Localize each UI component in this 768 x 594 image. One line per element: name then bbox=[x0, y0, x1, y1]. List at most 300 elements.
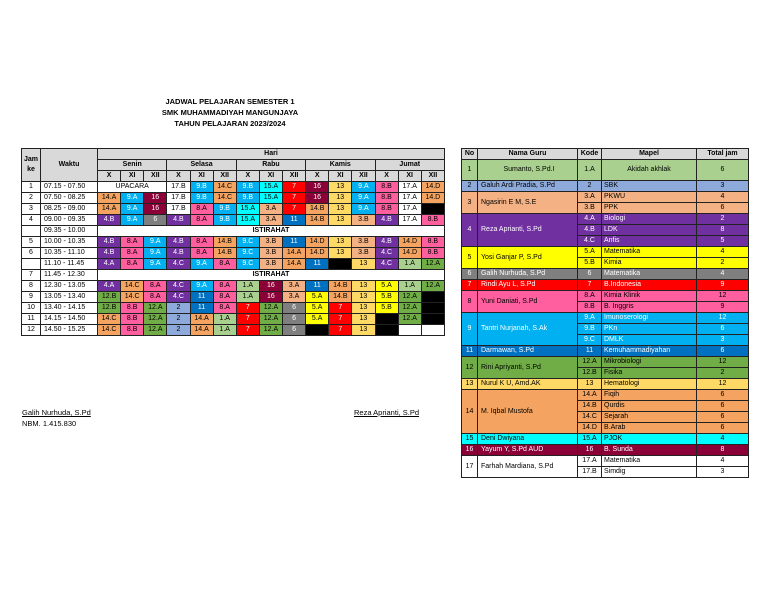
schedule-cell: 13 bbox=[352, 314, 375, 325]
schedule-cell: 12.B bbox=[98, 292, 121, 303]
grade-header: XI bbox=[190, 171, 213, 182]
subject-total-hours: 6 bbox=[697, 423, 749, 434]
subject-name: PKn bbox=[602, 324, 697, 335]
subject-code: 14.A bbox=[578, 390, 602, 401]
schedule-cell: 7 bbox=[236, 303, 259, 314]
schedule-cell: 7 bbox=[329, 314, 352, 325]
schedule-cell: 4.B bbox=[167, 215, 190, 226]
subject-total-hours: 2 bbox=[697, 368, 749, 379]
subject-name: Kimia Klinik bbox=[602, 291, 697, 302]
schedule-cell: 4.C bbox=[167, 259, 190, 270]
schedule-cell: 11 bbox=[190, 303, 213, 314]
grade-header: XII bbox=[421, 171, 444, 182]
schedule-cell: 3.B bbox=[352, 237, 375, 248]
subject-total-hours: 3 bbox=[697, 335, 749, 346]
schedule-cell: 9.A bbox=[352, 193, 375, 204]
schedule-cell: 9.B bbox=[190, 193, 213, 204]
teacher-row bbox=[462, 192, 749, 203]
schedule-cell: 17.A bbox=[398, 204, 421, 215]
subject-total-hours: 5 bbox=[697, 236, 749, 247]
schedule-cell: 9.C bbox=[236, 237, 259, 248]
schedule-cell: 8.B bbox=[421, 215, 444, 226]
subject-name: Imunoserologi bbox=[602, 313, 697, 324]
schedule-cell: 8.A bbox=[213, 259, 236, 270]
subject-name: PPK bbox=[602, 203, 697, 214]
schedule-cell: 8.A bbox=[144, 281, 167, 292]
teacher-no: 1 bbox=[462, 160, 478, 181]
subject-code: 14.D bbox=[578, 423, 602, 434]
teacher-no: 4 bbox=[462, 214, 478, 247]
jam-cell: 4 bbox=[22, 215, 41, 226]
teacher-no: 3 bbox=[462, 192, 478, 214]
teacher-row bbox=[462, 445, 749, 456]
col-hari-header: Hari bbox=[98, 149, 445, 160]
schedule-cell: 8.A bbox=[121, 248, 144, 259]
grade-header: XII bbox=[213, 171, 236, 182]
teacher-name: Yosi Ganjar P, S.Pd bbox=[478, 247, 578, 269]
schedule-cell: 9.A bbox=[190, 259, 213, 270]
grade-header: XI bbox=[259, 171, 282, 182]
schedule-cell: 5.A bbox=[306, 303, 329, 314]
schedule-cell: 8.A bbox=[190, 237, 213, 248]
teacher-row bbox=[462, 280, 749, 291]
subject-total-hours: 12 bbox=[697, 291, 749, 302]
schedule-cell: 14.C bbox=[98, 325, 121, 336]
left-signature bbox=[22, 407, 91, 429]
schedule-cell: 12.A bbox=[398, 292, 421, 303]
right-signature bbox=[354, 407, 419, 418]
schedule-cell bbox=[421, 303, 444, 314]
schedule-cell: 4.B bbox=[167, 248, 190, 259]
waktu-cell: 13.40 - 14.15 bbox=[41, 303, 98, 314]
subject-name: Kimia bbox=[602, 258, 697, 269]
subject-name: Simdig bbox=[602, 467, 697, 478]
schedule-cell: 1.A bbox=[398, 281, 421, 292]
subject-name: LDK bbox=[602, 225, 697, 236]
subject-name: Sejarah bbox=[602, 412, 697, 423]
jam-cell: 7 bbox=[22, 270, 41, 281]
subject-total-hours: 8 bbox=[697, 445, 749, 456]
schedule-cell: 1.A bbox=[213, 325, 236, 336]
subject-name: B.Indonesia bbox=[602, 280, 697, 291]
schedule-cell: 11 bbox=[283, 215, 306, 226]
schedule-cell: 13 bbox=[329, 248, 352, 259]
teacher-no: 14 bbox=[462, 390, 478, 434]
schedule-cell: 14.A bbox=[190, 325, 213, 336]
subject-total-hours: 6 bbox=[697, 412, 749, 423]
teacher-name: Nurul K U, Amd.AK bbox=[478, 379, 578, 390]
schedule-cell: 1.A bbox=[213, 314, 236, 325]
schedule-cell: 15.A bbox=[259, 182, 282, 193]
schedule-row bbox=[22, 193, 445, 204]
schedule-cell: 16 bbox=[259, 281, 282, 292]
schedule-cell: 2 bbox=[167, 303, 190, 314]
schedule-cell: 8.B bbox=[121, 303, 144, 314]
teacher-name: Galih Nurhuda, S.Pd bbox=[478, 269, 578, 280]
teacher-name: Deni Dwiyana bbox=[478, 434, 578, 445]
schedule-cell: 5.B bbox=[375, 292, 398, 303]
subject-code: 4.B bbox=[578, 225, 602, 236]
schedule-cell: 1.A bbox=[398, 259, 421, 270]
schedule-row bbox=[22, 303, 445, 314]
schedule-table bbox=[21, 148, 445, 336]
teacher-row bbox=[462, 357, 749, 368]
schedule-cell: 12.B bbox=[98, 303, 121, 314]
schedule-cell: 7 bbox=[329, 303, 352, 314]
teacher-name: Rini Apriyanti, S.Pd bbox=[478, 357, 578, 379]
day-header: Jumat bbox=[375, 160, 444, 171]
schedule-cell: 5.A bbox=[375, 281, 398, 292]
schedule-cell: 4.B bbox=[98, 237, 121, 248]
schedule-cell: 9.C bbox=[236, 259, 259, 270]
subject-code: 8.A bbox=[578, 291, 602, 302]
schedule-cell: 15.A bbox=[259, 193, 282, 204]
schedule-cell: 14.A bbox=[283, 259, 306, 270]
teacher-row bbox=[462, 291, 749, 302]
schedule-cell: 14.B bbox=[213, 248, 236, 259]
schedule-cell: 14.A bbox=[283, 248, 306, 259]
schedule-cell bbox=[421, 314, 444, 325]
teacher-name: Yayum Y, S.Pd AUD bbox=[478, 445, 578, 456]
schedule-cell: 14.A bbox=[190, 314, 213, 325]
schedule-cell: 5.A bbox=[306, 314, 329, 325]
jam-cell: 11 bbox=[22, 314, 41, 325]
schedule-cell: 7 bbox=[283, 204, 306, 215]
schedule-cell: 4.C bbox=[167, 281, 190, 292]
grade-header: XI bbox=[329, 171, 352, 182]
day-header: Kamis bbox=[306, 160, 375, 171]
subject-code: 9.B bbox=[578, 324, 602, 335]
schedule-cell: 4.B bbox=[375, 215, 398, 226]
schedule-cell: 14.D bbox=[306, 248, 329, 259]
teacher-no: 5 bbox=[462, 247, 478, 269]
schedule-cell: 11 bbox=[190, 292, 213, 303]
day-header: Selasa bbox=[167, 160, 236, 171]
schedule-cell: 13 bbox=[352, 303, 375, 314]
schedule-cell: 8.B bbox=[375, 204, 398, 215]
subject-name: Fisika bbox=[602, 368, 697, 379]
col-jam-header: Jam ke bbox=[22, 149, 41, 182]
schedule-cell: 11 bbox=[306, 259, 329, 270]
schedule-cell: 12.A bbox=[398, 314, 421, 325]
teacher-name: Rindi Ayu L, S.Pd bbox=[478, 280, 578, 291]
schedule-cell: 9.A bbox=[144, 237, 167, 248]
subject-name: Fiqih bbox=[602, 390, 697, 401]
schedule-cell: 5.A bbox=[306, 292, 329, 303]
grade-header: XI bbox=[398, 171, 421, 182]
schedule-cell bbox=[421, 325, 444, 336]
subject-code: 5.B bbox=[578, 258, 602, 269]
schedule-row bbox=[22, 215, 445, 226]
subject-total-hours: 4 bbox=[697, 456, 749, 467]
subject-code: 4.A bbox=[578, 214, 602, 225]
schedule-cell: 7 bbox=[236, 325, 259, 336]
teacher-name: Yuni Daniati, S.Pd bbox=[478, 291, 578, 313]
schedule-cell: 14.C bbox=[213, 193, 236, 204]
schedule-cell: 13 bbox=[329, 182, 352, 193]
schedule-cell: 13 bbox=[352, 259, 375, 270]
jam-cell: 1 bbox=[22, 182, 41, 193]
schedule-cell: 4.B bbox=[98, 248, 121, 259]
teacher-row bbox=[462, 434, 749, 445]
schedule-cell bbox=[398, 325, 421, 336]
schedule-cell: 4.C bbox=[167, 292, 190, 303]
schedule-row bbox=[22, 226, 445, 237]
right-signer-name: Reza Aprianti, S.Pd bbox=[354, 408, 420, 417]
schedule-row bbox=[22, 292, 445, 303]
schedule-cell bbox=[306, 325, 329, 336]
schedule-row bbox=[22, 325, 445, 336]
subject-code: 3.B bbox=[578, 203, 602, 214]
schedule-cell: 3.B bbox=[352, 215, 375, 226]
subject-name: B. Sunda bbox=[602, 445, 697, 456]
schedule-cell: 8.B bbox=[421, 248, 444, 259]
schedule-cell: 13 bbox=[329, 237, 352, 248]
left-signer-nbm: NBM. 1.415.830 bbox=[22, 419, 77, 428]
grade-header: XII bbox=[352, 171, 375, 182]
schedule-cell: 8.A bbox=[121, 237, 144, 248]
teacher-no: 12 bbox=[462, 357, 478, 379]
schedule-cell: 6 bbox=[144, 215, 167, 226]
schedule-cell: 14.B bbox=[306, 215, 329, 226]
subject-code: 9.A bbox=[578, 313, 602, 324]
teacher-no: 9 bbox=[462, 313, 478, 346]
teacher-name: M. Iqbal Mustofa bbox=[478, 390, 578, 434]
waktu-cell: 09.00 - 09.35 bbox=[41, 215, 98, 226]
teacher-col-header: No bbox=[462, 149, 478, 160]
schedule-row bbox=[22, 182, 445, 193]
schedule-cell: 8.B bbox=[121, 325, 144, 336]
subject-name: B.Arab bbox=[602, 423, 697, 434]
subject-code: 3.A bbox=[578, 192, 602, 203]
subject-total-hours: 6 bbox=[697, 390, 749, 401]
grade-header: XII bbox=[144, 171, 167, 182]
subject-name: Anfis bbox=[602, 236, 697, 247]
teacher-no: 11 bbox=[462, 346, 478, 357]
subject-name: DMLK bbox=[602, 335, 697, 346]
schedule-cell: 12.A bbox=[259, 325, 282, 336]
schedule-cell: 13 bbox=[352, 292, 375, 303]
subject-code: 9.C bbox=[578, 335, 602, 346]
schedule-cell: 8.A bbox=[190, 204, 213, 215]
schedule-cell: 16 bbox=[306, 193, 329, 204]
schedule-row bbox=[22, 270, 445, 281]
grade-header: X bbox=[306, 171, 329, 182]
schedule-cell: 17.B bbox=[167, 182, 190, 193]
schedule-cell: 17.B bbox=[167, 193, 190, 204]
subject-name: Matematika bbox=[602, 247, 697, 258]
waktu-cell: 07.50 - 08.25 bbox=[41, 193, 98, 204]
subject-total-hours: 2 bbox=[697, 258, 749, 269]
subject-code: 7 bbox=[578, 280, 602, 291]
teacher-no: 2 bbox=[462, 181, 478, 192]
schedule-row bbox=[22, 314, 445, 325]
subject-code: 14.B bbox=[578, 401, 602, 412]
schedule-cell: 4.B bbox=[98, 215, 121, 226]
subject-total-hours: 4 bbox=[697, 192, 749, 203]
schedule-row bbox=[22, 204, 445, 215]
teacher-no: 13 bbox=[462, 379, 478, 390]
subject-total-hours: 6 bbox=[697, 324, 749, 335]
jam-cell: 8 bbox=[22, 281, 41, 292]
schedule-cell: 12.A bbox=[398, 303, 421, 314]
subject-name: Akidah akhlak bbox=[602, 160, 697, 181]
subject-total-hours: 12 bbox=[697, 357, 749, 368]
teacher-no: 7 bbox=[462, 280, 478, 291]
schedule-cell: 14.D bbox=[398, 237, 421, 248]
jam-cell bbox=[22, 259, 41, 270]
schedule-cell: 16 bbox=[306, 182, 329, 193]
teacher-no: 6 bbox=[462, 269, 478, 280]
jam-cell: 12 bbox=[22, 325, 41, 336]
schedule-cell: 9.A bbox=[121, 204, 144, 215]
subject-code: 5.A bbox=[578, 247, 602, 258]
waktu-cell: 11.45 - 12.30 bbox=[41, 270, 98, 281]
schedule-cell: 8.A bbox=[121, 259, 144, 270]
subject-name: Mikrobiologi bbox=[602, 357, 697, 368]
subject-code: 1.A bbox=[578, 160, 602, 181]
subject-total-hours: 4 bbox=[697, 247, 749, 258]
document-title bbox=[60, 96, 400, 129]
schedule-cell: 9.B bbox=[213, 215, 236, 226]
waktu-cell: 08.25 - 09.00 bbox=[41, 204, 98, 215]
schedule-cell: 6 bbox=[283, 314, 306, 325]
subject-total-hours: 9 bbox=[697, 280, 749, 291]
teacher-name: Tantri Nurjanah, S.Ak bbox=[478, 313, 578, 346]
schedule-cell: 13 bbox=[352, 281, 375, 292]
waktu-cell: 12.30 - 13.05 bbox=[41, 281, 98, 292]
schedule-cell: 9.A bbox=[352, 204, 375, 215]
schedule-cell: 11 bbox=[306, 281, 329, 292]
teacher-name: Ngasirin E M, S.E bbox=[478, 192, 578, 214]
title-line-3: TAHUN PELAJARAN 2023/2024 bbox=[174, 119, 286, 128]
left-signer-name: Galih Nurhuda, S.Pd bbox=[22, 408, 91, 417]
schedule-cell: 17.A bbox=[398, 215, 421, 226]
schedule-cell bbox=[421, 292, 444, 303]
teacher-name: Sumanto, S.Pd.I bbox=[478, 160, 578, 181]
schedule-cell: 14.B bbox=[213, 237, 236, 248]
subject-code: 4.C bbox=[578, 236, 602, 247]
schedule-cell: 8.A bbox=[190, 248, 213, 259]
teacher-row bbox=[462, 346, 749, 357]
schedule-row bbox=[22, 281, 445, 292]
schedule-cell: 14.C bbox=[98, 314, 121, 325]
istirahat-cell: ISTIRAHAT bbox=[98, 270, 445, 281]
subject-name: PKWU bbox=[602, 192, 697, 203]
schedule-cell: 12.A bbox=[144, 314, 167, 325]
schedule-cell: 7 bbox=[236, 314, 259, 325]
schedule-cell: 7 bbox=[283, 182, 306, 193]
teacher-name: Galuh Ardi Pradia, S.Pd bbox=[478, 181, 578, 192]
schedule-cell: 4.C bbox=[375, 259, 398, 270]
schedule-cell: 17.A bbox=[398, 193, 421, 204]
schedule-cell bbox=[421, 204, 444, 215]
subject-name: Biologi bbox=[602, 214, 697, 225]
schedule-cell: 15.A bbox=[236, 204, 259, 215]
schedule-cell: 3.A bbox=[259, 204, 282, 215]
waktu-cell: 10.00 - 10.35 bbox=[41, 237, 98, 248]
title-line-2: SMK MUHAMMADIYAH MANGUNJAYA bbox=[161, 108, 299, 117]
schedule-cell bbox=[375, 314, 398, 325]
schedule-cell: 3.B bbox=[352, 248, 375, 259]
title-line-1: JADWAL PELAJARAN SEMESTER 1 bbox=[165, 97, 295, 106]
schedule-cell: 8.A bbox=[190, 215, 213, 226]
subject-code: 2 bbox=[578, 181, 602, 192]
jam-cell: 2 bbox=[22, 193, 41, 204]
jam-cell: 9 bbox=[22, 292, 41, 303]
teacher-row bbox=[462, 181, 749, 192]
waktu-cell: 11.10 - 11.45 bbox=[41, 259, 98, 270]
schedule-cell: 14.B bbox=[329, 292, 352, 303]
schedule-cell: 13 bbox=[329, 215, 352, 226]
schedule-cell: 12.A bbox=[421, 281, 444, 292]
subject-name: Hematologi bbox=[602, 379, 697, 390]
subject-total-hours: 12 bbox=[697, 379, 749, 390]
subject-total-hours: 6 bbox=[697, 160, 749, 181]
day-header: Senin bbox=[98, 160, 167, 171]
subject-total-hours: 9 bbox=[697, 302, 749, 313]
grade-header: XI bbox=[121, 171, 144, 182]
teacher-row bbox=[462, 269, 749, 280]
subject-code: 8.B bbox=[578, 302, 602, 313]
schedule-cell: 3.A bbox=[283, 292, 306, 303]
subject-total-hours: 12 bbox=[697, 313, 749, 324]
schedule-cell: 7 bbox=[329, 325, 352, 336]
subject-total-hours: 4 bbox=[697, 434, 749, 445]
schedule-cell: 6 bbox=[283, 303, 306, 314]
teacher-row bbox=[462, 313, 749, 324]
jam-cell: 3 bbox=[22, 204, 41, 215]
schedule-cell: 9.B bbox=[236, 193, 259, 204]
schedule-cell: 16 bbox=[144, 193, 167, 204]
schedule-cell: 3.B bbox=[259, 248, 282, 259]
subject-total-hours: 6 bbox=[697, 401, 749, 412]
col-waktu-header: Waktu bbox=[41, 149, 98, 182]
teacher-no: 15 bbox=[462, 434, 478, 445]
subject-total-hours: 4 bbox=[697, 269, 749, 280]
schedule-cell: 14.C bbox=[121, 292, 144, 303]
teacher-table bbox=[461, 148, 749, 478]
schedule-cell bbox=[329, 259, 352, 270]
schedule-cell: 9.A bbox=[190, 281, 213, 292]
schedule-cell: 9.A bbox=[144, 248, 167, 259]
schedule-cell: 4.B bbox=[167, 237, 190, 248]
schedule-cell: 15.A bbox=[236, 215, 259, 226]
subject-total-hours: 8 bbox=[697, 225, 749, 236]
schedule-cell: 3.A bbox=[259, 215, 282, 226]
schedule-cell: 9.C bbox=[236, 248, 259, 259]
schedule-cell: 14.D bbox=[398, 248, 421, 259]
teacher-no: 16 bbox=[462, 445, 478, 456]
schedule-cell: 4.B bbox=[375, 237, 398, 248]
subject-code: 17.B bbox=[578, 467, 602, 478]
schedule-cell: 3.A bbox=[283, 281, 306, 292]
schedule-cell bbox=[375, 325, 398, 336]
subject-name: Qurdis bbox=[602, 401, 697, 412]
schedule-cell: 8.A bbox=[213, 303, 236, 314]
teacher-col-header: Kode bbox=[578, 149, 602, 160]
schedule-cell: 2 bbox=[167, 314, 190, 325]
schedule-cell: 4.A bbox=[98, 281, 121, 292]
waktu-cell: 10.35 - 11.10 bbox=[41, 248, 98, 259]
teacher-no: 17 bbox=[462, 456, 478, 478]
schedule-cell: 17.A bbox=[398, 182, 421, 193]
subject-code: 17.A bbox=[578, 456, 602, 467]
schedule-cell: 14.B bbox=[329, 281, 352, 292]
schedule-cell: 14.A bbox=[98, 193, 121, 204]
schedule-cell: 12.A bbox=[144, 303, 167, 314]
subject-name: Matematika bbox=[602, 269, 697, 280]
